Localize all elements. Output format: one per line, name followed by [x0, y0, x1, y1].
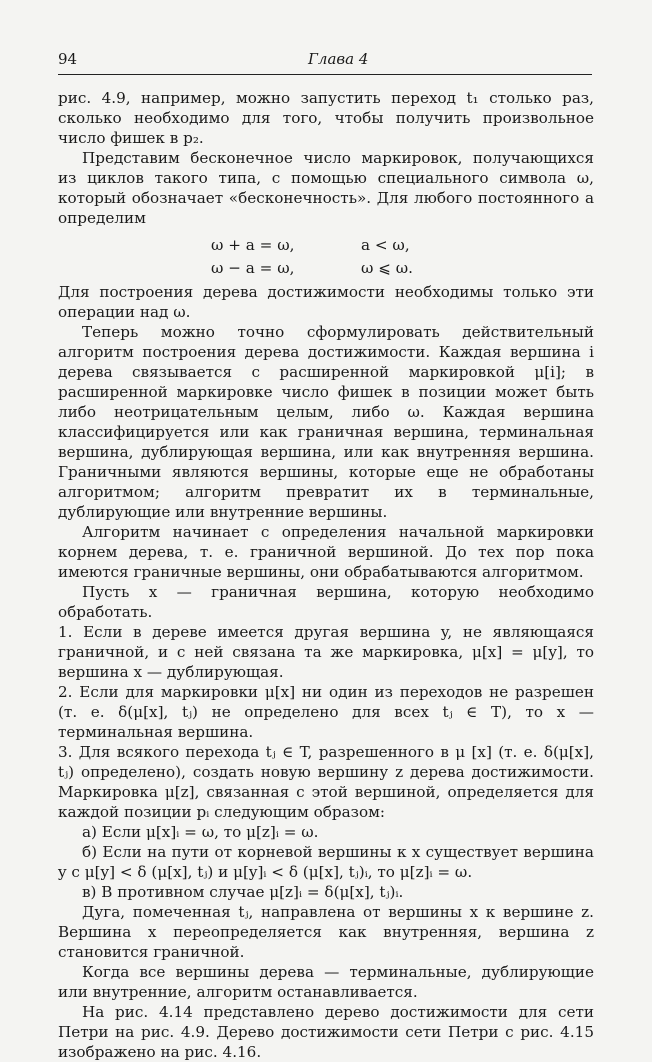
paragraph: Алгоритм начинает с определения начальной маркировки корнем дерева, т. е. граничной вершиной. До тех пор пока имеются граничные вершины, они обрабатываются алгоритмом.: [58, 523, 594, 581]
sub-item: а) Если μ[x]ᵢ = ω, то μ[z]ᵢ = ω.: [82, 823, 319, 841]
paragraph: Для построения дерева достижимости необходимы только эти операции над ω.: [58, 283, 594, 321]
paragraph: Пусть x — граничная вершина, которую необходимо обработать.: [58, 583, 594, 621]
chapter-title: Глава 4: [308, 50, 369, 68]
paragraph: Когда все вершины дерева — терминальные, дублирующие или внутренние, алгоритм останавливается.: [58, 963, 594, 1001]
page-number: 94: [58, 50, 78, 68]
equation: ω + a = ω,: [211, 236, 295, 254]
sub-item: б) Если на пути от корневой вершины к x существует вершина y с μ[y] < δ (μ[x], tⱼ) и μ[y]ᵢ < δ (μ[x], tⱼ)ᵢ, то μ[z]ᵢ = ω.: [58, 843, 594, 881]
equation-row: [58, 234, 594, 257]
running-header: [58, 50, 592, 75]
equation: ω ⩽ ω.: [361, 259, 413, 277]
equation-block: [58, 234, 594, 280]
equation-row: [58, 257, 594, 280]
paragraph: На рис. 4.14 представлено дерево достижимости для сети Петри на рис. 4.9. Дерево достижимости сети Петри с рис. 4.15 изображено на рис. 4.16.: [58, 1003, 594, 1061]
body-text: [58, 88, 594, 1062]
paragraph: Дуга, помеченная tⱼ, направлена от вершины x к вершине z. Вершина x переопределяется как внутренняя, вершина z становится граничной.: [58, 903, 594, 961]
list-item: 3. Для всякого перехода tⱼ ∈ T, разрешенного в μ [x] (т. е. δ(μ[x], tⱼ) определено), создать новую вершину z дерева достижимости. Маркировка μ[z], связанная с этой вершиной, определяется для каждой позиции pᵢ следующим образом:: [58, 743, 594, 821]
equation: a < ω,: [361, 236, 410, 254]
list-item: 1. Если в дереве имеется другая вершина y, не являющаяся граничной, и с ней связана та же маркировка, μ[x] = μ[y], то вершина x — дублирующая.: [58, 623, 594, 681]
paragraph: Теперь можно точно сформулировать действительный алгоритм построения дерева достижимости. Каждая вершина i дерева связывается с расширенной маркировкой μ[i]; в расширенной маркировке число фишек в позиции может быть либо неотрицательным целым, либо ω. Каждая вершина классифицируется или как граничная вершина, терминальная вершина, дублирующая вершина, или как внутренняя вершина. Граничными являются вершины, которые еще не обработаны алгоритмом; алгоритм превратит их в терминальные, дублирующие или внутренние вершины.: [58, 323, 594, 521]
list-item: 2. Если для маркировки μ[x] ни один из переходов не разрешен (т. е. δ(μ[x], tⱼ) не определено для всех tⱼ ∈ T), то x — терминальная вершина.: [58, 683, 594, 741]
equation: ω − a = ω,: [211, 259, 295, 277]
paragraph: рис. 4.9, например, можно запустить переход t₁ столько раз, сколько необходимо для того, чтобы получить произвольное число фишек в p₂.: [58, 89, 594, 147]
sub-item: в) В противном случае μ[z]ᵢ = δ(μ[x], tⱼ)ᵢ.: [82, 883, 404, 901]
paragraph: Представим бесконечное число маркировок, получающихся из циклов такого типа, с помощью специального символа ω, который обозначает «бесконечность». Для любого постоянного a определим: [58, 149, 594, 227]
